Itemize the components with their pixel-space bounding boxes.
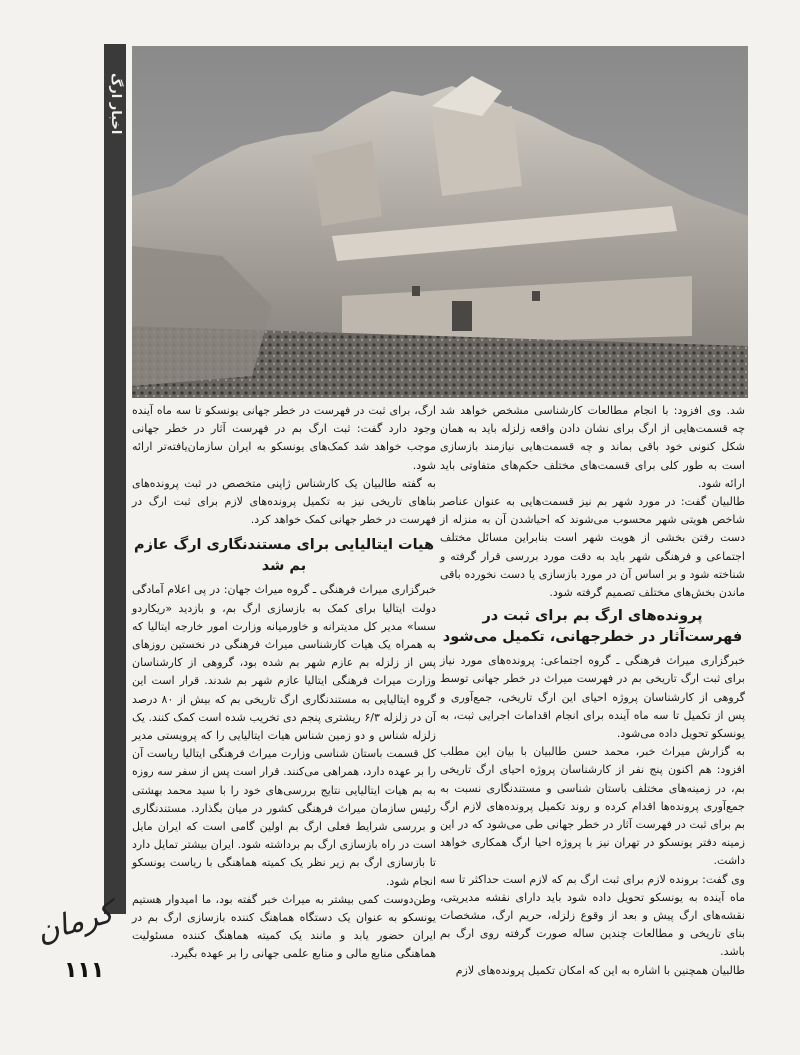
- right-column: [440, 402, 745, 980]
- section-label: اخبار ارگ: [108, 73, 123, 135]
- left-paragraph-2: به گفته طالبیان یک کارشناس ژاپنی متخصص در ثبت پرونده‌های بناهای تاریخی نیز به تکمیل پرونده‌های لازم برای ثبت ارگ در فهرست در خطر جهانی کمک خواهد کرد.: [132, 476, 436, 527]
- kerman-brand-mark: کرمان: [32, 894, 118, 951]
- right-paragraph-2: طالبیان گفت: در مورد شهر بم نیز قسمت‌هایی به عنوان عناصر شاخص هویتی شهر محسوب می‌شوند که احیاشدن آن به منزله از دست رفتن بخشی از هویت شهر است بنابراین مسائل مختلف اجتماعی و فرهنگی شهر باید به دقت مورد بررسی قرار گرفته و شناخته شود و بر اساس آن در مورد بازسازی یا دست نخورده باقی ماندن بخش‌های مختلف تصمیم گرفته شود.: [440, 495, 745, 600]
- right-intro-paragraph: شد. وی افزود: با انجام مطالعات کارشناسی مشخص خواهد شد چه قسمت‌هایی از ارگ برای نشان دادن واقعه زلزله باید به همان شکل کنونی خود باقی بماند و چه قسمت‌هایی نیازمند بازسازی است به طور کلی برای قسمت‌های مختلف حکم‌های متفاوتی باید ارائه شود.: [440, 404, 745, 490]
- section-sidebar-bar: [104, 44, 126, 914]
- left-paragraph-4: وطن‌دوست کمی بیشتر به میراث خبر گفته بود، ما امیدوار هستیم یونسکو به عنوان یک دستگاه هماهنگ کننده بازسازی ارگ بم در ایران حضور یابد و مانند یک کمیته هماهنگ کننده مسئولیت هماهنگی منابع مالی و منابع علمی جهانی را بر عهده بگیرد.: [132, 892, 436, 961]
- ruins-illustration: [132, 46, 748, 398]
- left-headline: هیات ایتالیایی برای مستندنگاری ارگ عازم بم شد: [133, 537, 435, 575]
- right-paragraph-5: وی گفت: برونده لازم برای ثبت ارگ بم که لازم است حداکثر تا سه ماه آینده به یونسکو تحویل داده شود باید دارای نقشه مدیریتی، نقشه‌های ارگ پیش و بعد از وقوع زلزله، حریم ارگ، مشخصات بنای تاریخی و مطالعات چندین ساله صورت گرفته روی ارگ بم باشد.: [440, 872, 745, 959]
- page-number: ۱۱۱: [64, 958, 105, 983]
- left-column: [132, 402, 436, 964]
- right-paragraph-4: به گزارش میراث خبر، محمد حسن طالبیان با بیان این مطلب افزود: هم اکنون پنج نفر از کارشناسان پروژه احیای ارگ تاریخی بم، در زمینه‌های مختلف باستان شناسی و مستندنگاری نسبت به جمع‌آوری پرونده‌ها اقدام کرده و روند تکمیل پرونده‌های لازم ارگ بم برای ثبت در فهرست آثار در خطر جهانی طی می‌شود که در این زمینه دفتر یونسکو در تهران نیز با پروژه احیا ارگ همکاری خواهد داشت.: [440, 745, 745, 868]
- right-paragraph-3: خبرگزاری میراث فرهنگی ـ گروه اجتماعی: پرونده‌های مورد نیاز برای ثبت ارگ تاریخی بم در فهرست میراث در خطر جهانی توسط گروهی از کارشناسان پروژه احیای این ارگ تاریخی، جمع‌آوری و پس از تکمیل تا سه ماه آینده برای انجام اقدامات اجرایی ثبت، به یونسکو تحویل داده می‌شود.: [440, 654, 745, 741]
- right-paragraph-6: طالبیان همچنین با اشاره به این که امکان تکمیل پرونده‌های لازم: [455, 963, 745, 977]
- left-intro-paragraph: ارگ، برای ثبت در فهرست در خطر جهانی یونسکو تا سه ماه آینده وجود دارد گفت: ثبت ارگ بم در فهرست آثار در خطر جهانی موجب خواهد شد کمک‌های یونسکو به ایران سازمان‌یافته‌تر ارائه شود.: [132, 404, 436, 472]
- arg-bam-ruins-photo: [132, 46, 748, 398]
- left-paragraph-3: خبرگزاری میراث فرهنگی ـ گروه میراث جهان: در پی اعلام آمادگی دولت ایتالیا برای کمک به بازسازی ارگ بم، و بازدید «ریکاردو سسا» مدیر کل مدیترانه و خاورمیانه وزارت امور خارجه ایتالیا که به همراه یک هیات کارشناسی میراث فرهنگی در نخستین روزهای پس از زلزله بم عازم شهر بم شده بود، گروهی از کارشناسان وزارت میراث فرهنگی ایتالیا عازم شهر بم شدند. قرار است این گروه ایتالیایی به مستندنگاری ارگ تاریخی بم که بیش از ۸۰ درصد آن در زلزله ۶/۳ ریشتری پنجم دی تخریب شده است کمک کنند. یک زلزله شناس و دو زمین شناس هیات ایتالیایی را که پرویستی مدیر کل قسمت باستان شناسی وزارت میراث فرهنگی ایتالیا ریاست آن را بر عهده دارد، همراهی می‌کنند. قرار است پس از سفر سه روزه به بم هیات ایتالیایی نتایج بررسی‌های خود را با سید محمد بهشتی رئیس سازمان میراث فرهنگی کشور در میان بگذارد. مستندنگاری و بررسی شرایط فعلی ارگ بم اولین گامی است که ایران مایل است در راه بازسازی ارگ بم برداشته شود. ایران بیشتر تمایل دارد تا بازسازی ارگ بم زیر نظر یک کمیته هماهنگی با ریاست یونسکو انجام شود.: [132, 583, 436, 888]
- right-headline: پرونده‌های ارگ بم برای ثبت در فهرست‌آثار در خطرجهانی، تکمیل می‌شود: [442, 608, 743, 646]
